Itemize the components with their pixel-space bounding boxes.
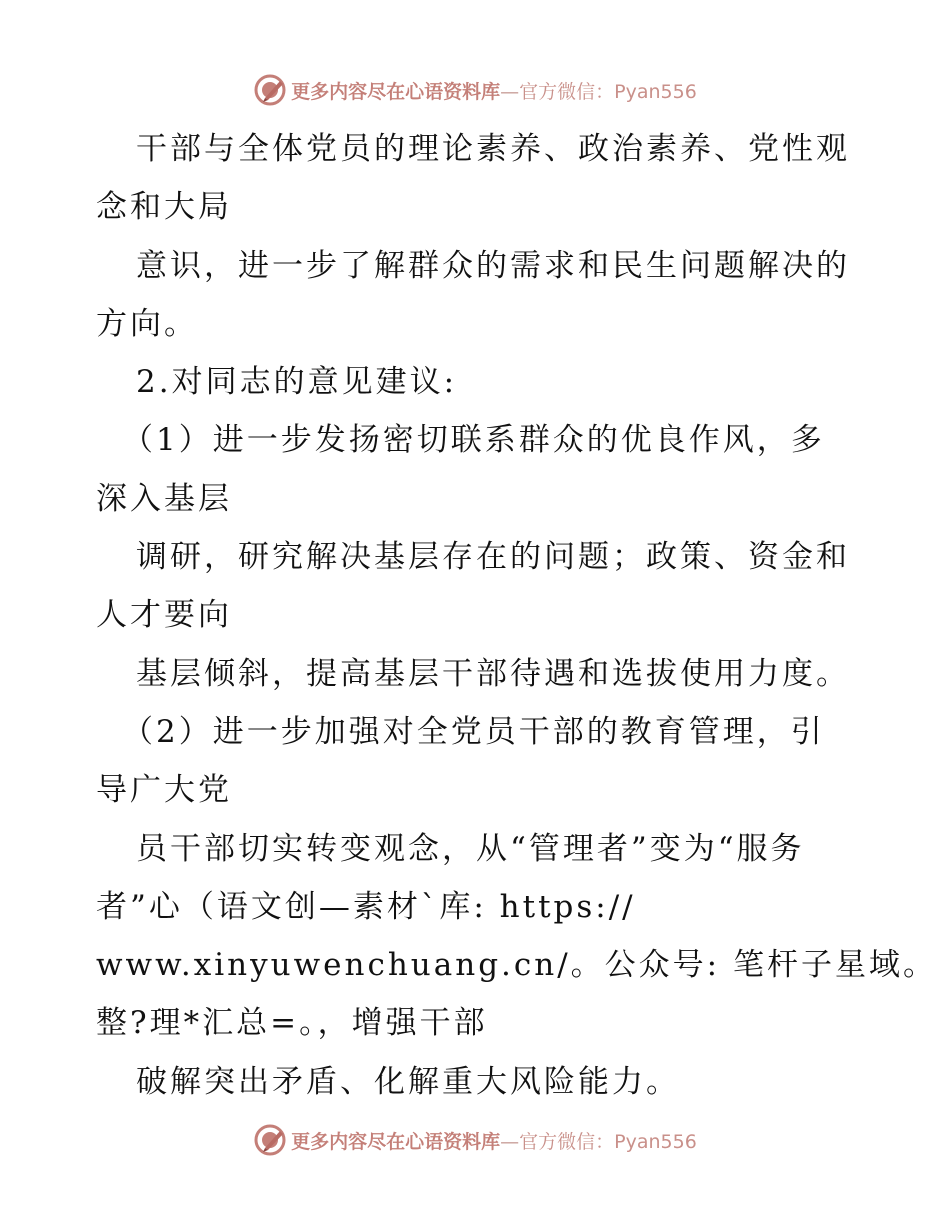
body-line: （2）进一步加强对全党员干部的教育管理，引: [122, 713, 825, 750]
footer-watermark-text: 更多内容尽在心语资料库—官方微信：Pyan556: [291, 1130, 697, 1153]
body-line: 方向。: [96, 305, 198, 342]
document-body: [96, 120, 937, 1111]
body-line: 导广大党: [96, 772, 232, 809]
body-line: 员干部切实转变观念，从“管理者”变为“服务: [136, 830, 805, 867]
header-watermark-text: 更多内容尽在心语资料库—官方微信：Pyan556: [291, 80, 697, 103]
pen-logo-icon: [253, 1123, 287, 1157]
body-line: 干部与全体党员的理论素养、政治素养、党性观: [136, 131, 850, 167]
pen-logo-icon: [253, 73, 287, 107]
body-line: （1）进一步发扬密切联系群众的优良作风，多: [122, 422, 825, 459]
section-heading: 2.对同志的意见建议:: [136, 364, 458, 401]
body-line: 意识，进一步了解群众的需求和民生问题解决的: [136, 247, 850, 284]
body-line: 人才要向: [96, 597, 232, 634]
footer-watermark-banner: [0, 1120, 950, 1160]
body-line: 破解突出矛盾、化解重大风险能力。: [136, 1063, 680, 1100]
body-line: 深入基层: [96, 480, 232, 517]
header-watermark-banner: [0, 70, 950, 110]
body-line: 调研，研究解决基层存在的问题；政策、资金和: [136, 539, 850, 576]
body-line: www.xinyuwenchuang.cn/。公众号: 笔杆子星域。: [96, 947, 937, 984]
body-line: 基层倾斜，提高基层干部待遇和选拔使用力度。: [136, 655, 850, 692]
body-line: 者”心（语文创—素材`库: https://: [96, 888, 636, 925]
body-line: 整?理*汇总=。，增强干部: [96, 1005, 488, 1042]
body-line: 念和大局: [96, 189, 232, 226]
